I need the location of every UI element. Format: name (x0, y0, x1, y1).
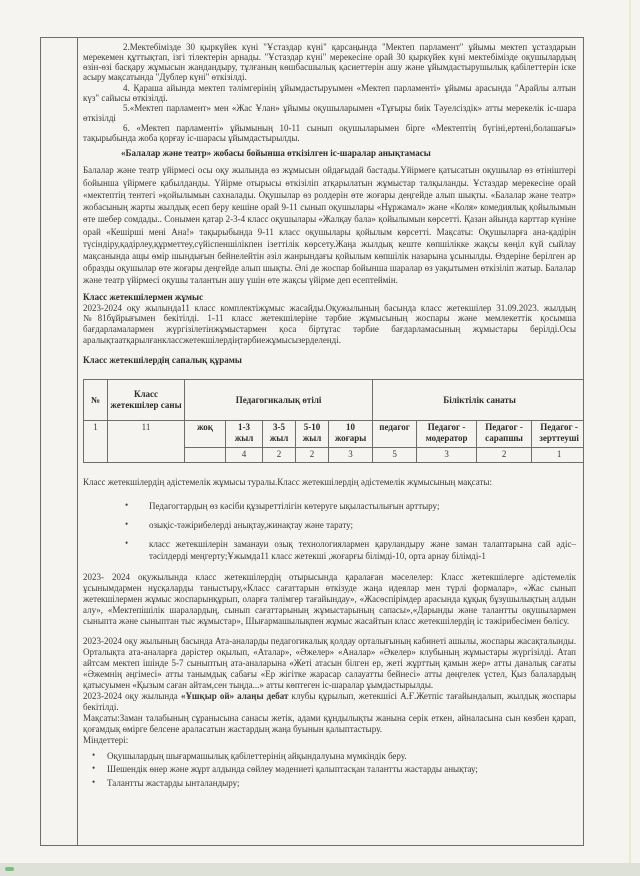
bullet-icon: • (125, 538, 129, 549)
table-subheader-3-5: 3-5 жыл (263, 421, 296, 448)
table-value-moderator: 3 (417, 448, 477, 463)
table-value-sarapshy: 2 (477, 448, 532, 463)
table-subheader-zertteushi: Педагог - зерттеуші (532, 421, 583, 448)
table-subheader-sarapshy: Педагог - сарапшы (477, 421, 532, 448)
method-goal-text: озықіс-тәжірибелерді анықтау,жинақтау және тарату; (149, 520, 354, 531)
scan-artifact-green-dash (5, 867, 14, 871)
meetings-paragraph: 2023- 2024 оқужылында класс жетекшілердің отырысында қаралаған мәселелер: Класс жетекшілерге әдістемелік ұсынымдармен нұсқаларды таныстыру,«Класс сағаттарын өткізуде жаңа идеялар мен түрлі формалар», «Жас сынып жетекшілермен жұмыс жоспарынқұрып, оларға тәлімгер тағайындау», «Жасөспірімдер арасында құқық бұзушылықтың алдын алу», «Мектепішілік шаралардың, сынып сағаттарының жұмыстарының сапасы»,«Дарынды және талантты оқушылармен сыныпта және сыныптан тыс жұмыстар», Шығармашылықпен жұмыс жасайтын класс жетекшілердің іс тәжірибесімен бөлісу. (83, 571, 576, 626)
tasks-list (83, 751, 576, 790)
class-supervisors-quality-table (83, 379, 583, 463)
numbered-item-4: 4. Қараша айында мектеп тәлімгерінің ұйымдастыруымен «Мектеп парламенті» ұйымы арасында "Арайлы алтын күз" сайысы өткізілді. (83, 82, 576, 103)
table-header-category-group: Біліктілік санаты (373, 380, 583, 421)
scan-artifact-right-line (629, 0, 631, 876)
list-item (83, 778, 576, 789)
bullet-icon: • (92, 763, 96, 774)
table-cell-count: 11 (108, 421, 185, 463)
table-value-10plus: 3 (329, 448, 373, 463)
tasks-heading: Міндеттері: (83, 734, 129, 745)
numbered-item-5: 5.«Мектеп парламент» мен «Жас Ұлан» ұйымы оқушыларымен «Тұғыры биік Тәуелсіздік» атты мерекелік іс-шара өткізілді (83, 102, 576, 124)
method-goal-text: Педагогтардың өз кәсіби құзыреттілігін көтеруге ықыластылығын арттыру; (149, 500, 440, 511)
task-text: Оқушылардың шығармашылық қабілеттерінің айқындалуына мүмкіндік беру. (107, 750, 407, 761)
method-goals-list (83, 501, 576, 562)
method-goal-text: класс жетекшілерін заманауи озық технологиялармен қаруландыру және заман талаптарына сай әдіс–тәсілдерді меңгерту;Ұжымда11 класс жетекші ,жоғарғы білімді-10, орта арнау білімді-1 (149, 539, 576, 561)
table-subheader-none: жоқ (185, 421, 226, 448)
table-value-none (185, 448, 226, 463)
debate-text-before: 2023-2024 оқу жылында (83, 690, 181, 701)
table-header-no: № (84, 380, 108, 421)
quality-table-heading: Класс жетекшілердің сапалық құрамы (83, 355, 242, 366)
table-value-zertteushi: 1 (532, 448, 583, 463)
table-subheader-5-10: 5-10 жыл (296, 421, 329, 448)
table-header-count: Класс жетекшілер саны (108, 380, 185, 421)
bullet-icon: • (125, 519, 129, 530)
list-item (83, 751, 576, 762)
task-text: Талантты жастарды ынталандыру; (107, 778, 240, 789)
class-work-paragraph: 2023-2024 оқу жылында11 класс комплектіжұмыс жасайды.Оқужылының басында класс жетекшілер 31.09.2023. жылдың №81бұйрығымен бекітілді. 1-11 класс жетекшілеріне тәрбие жұмысының жоспары және мемлекеттік қосымша бағдарламалармен жүргізілетінжұмыстармен қоса біртұтас тәрбие бағдарламасының жұмыстары берілді.Осы аралықтаатқарылғанклассжетекшілердіңтәрбиежұмысызерделенді. (83, 302, 576, 346)
list-item (83, 501, 576, 512)
theatre-section-heading: «Балалар және театр» жобасы бойынша өткізілген іс-шаралар анықтамасы (121, 147, 431, 158)
table-value-pedagog: 5 (373, 448, 417, 463)
numbered-item-2: 2.Мектебімізде 30 қыркүйек күні "Ұстаздар күні" қарсаңында "Мектеп парламент" ұйымы мектеп ұстаздарын мерекемен құттықтап, ізгі тілектерін арнады. "Ұстаздар күні" мерекесіне орай 30 қыркүйек күні мектебімізде оқушылардың өзін-өзі басқару жұмысын жандандыру, тұлғаның көшбасшылық қасиеттерін ашу және ұйымдастырушылық қабілеттерін іске асыру мақсатында "Дублер күні" өткізілді. (83, 42, 576, 83)
document-body (78, 38, 583, 845)
table-value-1-3: 4 (226, 448, 263, 463)
numbered-item-6: 6. «Мектеп парламенті» ұйымының 10-11 сынып оқушыларымен бірге «Мектептің бүгіні,ертені,болашағы» тақырыбында жоба қорғау іс-шарасы ұйымдастырылды. (83, 123, 576, 144)
debate-club-name: «Ұшқыр ой» алаңы дебат (180, 690, 289, 701)
task-text: Шешендік өнер және жұрт алдында сөйлеу мәдениеті қалыптасқан талантты жастарды анықтау; (107, 764, 478, 775)
debate-club-paragraph (83, 691, 576, 713)
table-value-3-5: 2 (263, 448, 296, 463)
theatre-paragraph: Балалар және театр үйірмесі осы оқу жылында өз жұмысын ойдағыдай бастады.Үйірмеге қатысатын оқушылар өз өтініштері бойынша үйірмеге қабылданды. Үйірме отырысы өткізіліп атқарылатын жұмыстар талқыланды. Ұстаздар мерекесіне орай «мектептің тентегі »қойылымын сахналады. Оқушылар өз ролдерін өте жоғары деңгейде алып шықты. «Балалар және театр» жобасының жарты жылдық есеп беру кешіне орай 9-11 сынып оқушылары «Нұржамал» және «Коля» комедиялық қойылымын өте шебер сомдады.. Сонымен қатар 2-3-4 класс оқушылары «Жалқау бала» қойылымын көрсетті. Қазан айында карттар күніне орай «Кешірші мені Ана!» тақырыбында 9-11 класс оқушылары қойылым көрсетті. Мақсаты: Оқушыларға ана-қадірін түсіндіру,қадірлеу,құрметтеу,сүйіспеншілікпен ізеттілік көрсету.Жаңа жылдық кеште көпшілікке жақсы көңіл күй сыйлау мақсанында ащы өмір шындығын бейнелейтін әзіл жанрындағы қойылым көпшілік назарына ұсынылды. Өздеріне берілген әр образды оқушылар өте жоғары деңгейде алып шықты. Әлі де жоспар бойынша шаралар өз уақытымен өткізіліп жатыр. Балалар және театр үйірмесі оқушы талантын ашу үшін өте жақсы үйірме деп есептеймін. (83, 165, 576, 286)
table-subheader-10plus: 10 жоғары (329, 421, 373, 448)
method-work-intro: Класс жетекшілердің әдістемелік жұмысы туралы.Класс жетекшілердің әдістемелік жұмысының мақсаты: (83, 477, 492, 488)
list-item (83, 520, 576, 531)
bullet-icon: • (125, 499, 129, 510)
list-item (83, 539, 576, 562)
table-subheader-moderator: Педагог - модератор (417, 421, 477, 448)
list-item (83, 764, 576, 775)
table-header-experience-group: Педагогикалық өтілі (185, 380, 373, 421)
debate-goal-paragraph: Мақсаты:Заман талабының сұранысына санасы жетік, адами құндылықты жанына серік еткен, айналасына сын көзбен қарап, қоғамдық өмірге белсене араласатын жастардың жаңа буынын қалыптастыру. (83, 712, 576, 734)
class-work-heading: Класс жетекшілермен жұмыс (83, 291, 204, 302)
table-value-5-10: 2 (296, 448, 329, 463)
scan-artifact-bottom-band (0, 863, 640, 876)
bullet-icon: • (92, 777, 96, 788)
document-frame (40, 37, 584, 846)
debate-text-after: клубы құрылып, жетекшісі А.Ғ.Жетпіс тағайындалып, жылдық жоспары бекітілді. (83, 690, 576, 712)
parents-center-paragraph: 2023-2024 оқу жылының басында Ата-аналарды педагогикалық қолдау орталығының кабинеті ашылы, жоспары жасақталынды. Орталықта ата-аналарға дәрістер оқылып, «Аталар», «Әжелер» «Аналар» «Әкелер» клубының жұмыстары жүргізілді. Атап айтсам мектеп ішінде 5-7 сыныптың ата-аналарына «Жеті атасын білген ер, жеті жұрттың қамын жер» атты даналық сағаты «Әжемнің әңгімесі» атты танымдық сабағы «Ер жігітке жарасар салауатты бейнесі» атты дөңгелек үстел, Қыз балалардың қатысуымен «Қызым саған айтам,сен тыңда...» атты көптеген іс-шаралар ұымдастырылды. (83, 635, 576, 690)
table-subheader-pedagog: педагог (373, 421, 417, 448)
table-subheader-1-3: 1-3 жыл (226, 421, 263, 448)
document-left-margin-column (41, 38, 78, 845)
table-cell-row-no: 1 (84, 421, 108, 463)
bullet-icon: • (92, 749, 96, 760)
